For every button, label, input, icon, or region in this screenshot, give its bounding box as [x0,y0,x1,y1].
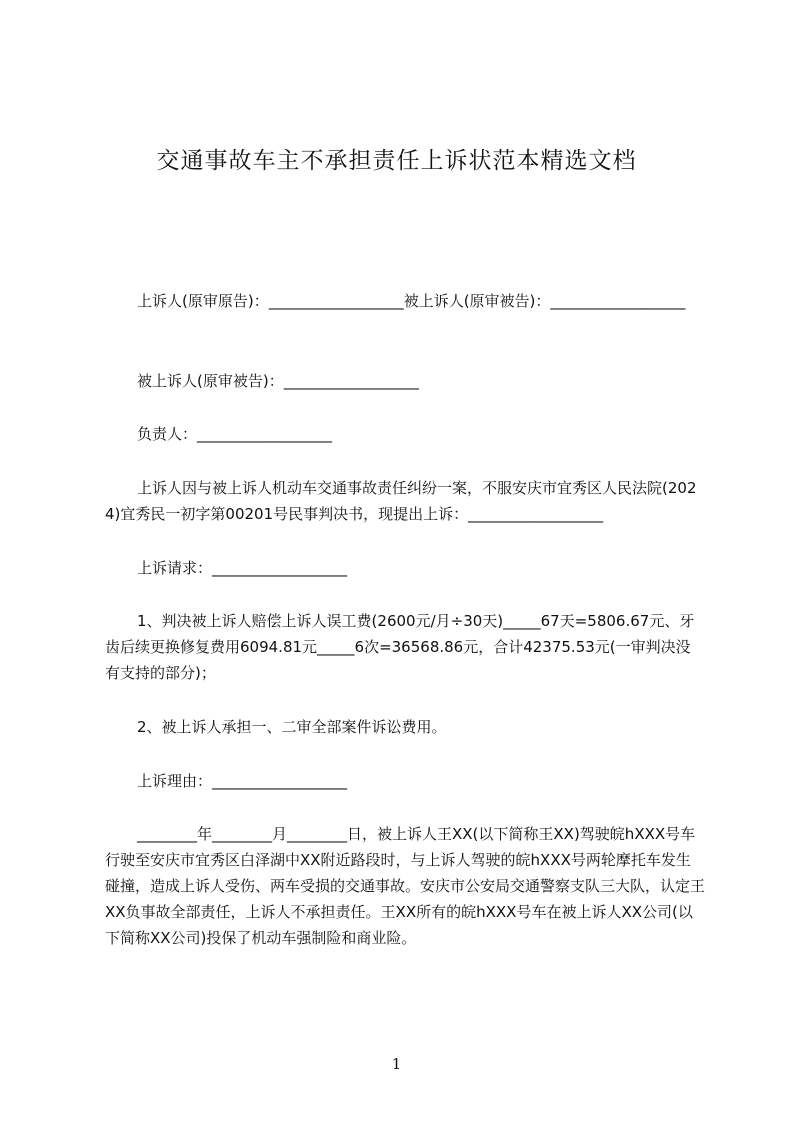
paragraph-appellee: 被上诉人(原审被告)：__________________ [137,372,419,390]
paragraph-appellant: 上诉人(原审原告)：__________________被上诉人(原审被告)：__________________ [137,292,686,310]
paragraph-facts: ________年________月________日，被上诉人王XX(以下简称王XX)驾驶皖hXXX号车行驶至安庆市宜秀区白泽湖中XX附近路段时，与上诉人驾驶的皖hXXX号两轮摩托车发生碰撞，造成上诉人受伤、两车受损的交通事故。安庆市公安局交通警察支队三大队，认定王XX负事故全部责任，上诉人不承担责任。王XX所有的皖hXXX号车在被上诉人XX公司(以下简称XX公司)投保了机动车强制险和商业险。 [105,825,706,947]
paragraph-request-item-1: 1、判决被上诉人赔偿上诉人误工费(2600元/月÷30天)_____67天=5806.67元、牙齿后续更换修复费用6094.81元_____6次=36568.86元，合计42375.53元(一审判决没有支持的部分)； [105,612,695,682]
paragraph-responsible-person: 负责人：__________________ [137,425,333,443]
page-number: 1 [391,1055,402,1073]
paragraph-appeal-request-heading: 上诉请求：__________________ [137,559,348,577]
document-title: 交通事故车主不承担责任上诉状范本精选文档 [156,148,637,174]
paragraph-request-item-2: 2、被上诉人承担一、二审全部案件诉讼费用。 [137,718,447,736]
paragraph-case-intro: 上诉人因与被上诉人机动车交通事故责任纠纷一案，不服安庆市宜秀区人民法院(2024)宜秀民一初字第00201号民事判决书，现提出上诉：__________________ [105,479,697,523]
paragraph-appeal-reason-heading: 上诉理由：__________________ [137,772,348,790]
